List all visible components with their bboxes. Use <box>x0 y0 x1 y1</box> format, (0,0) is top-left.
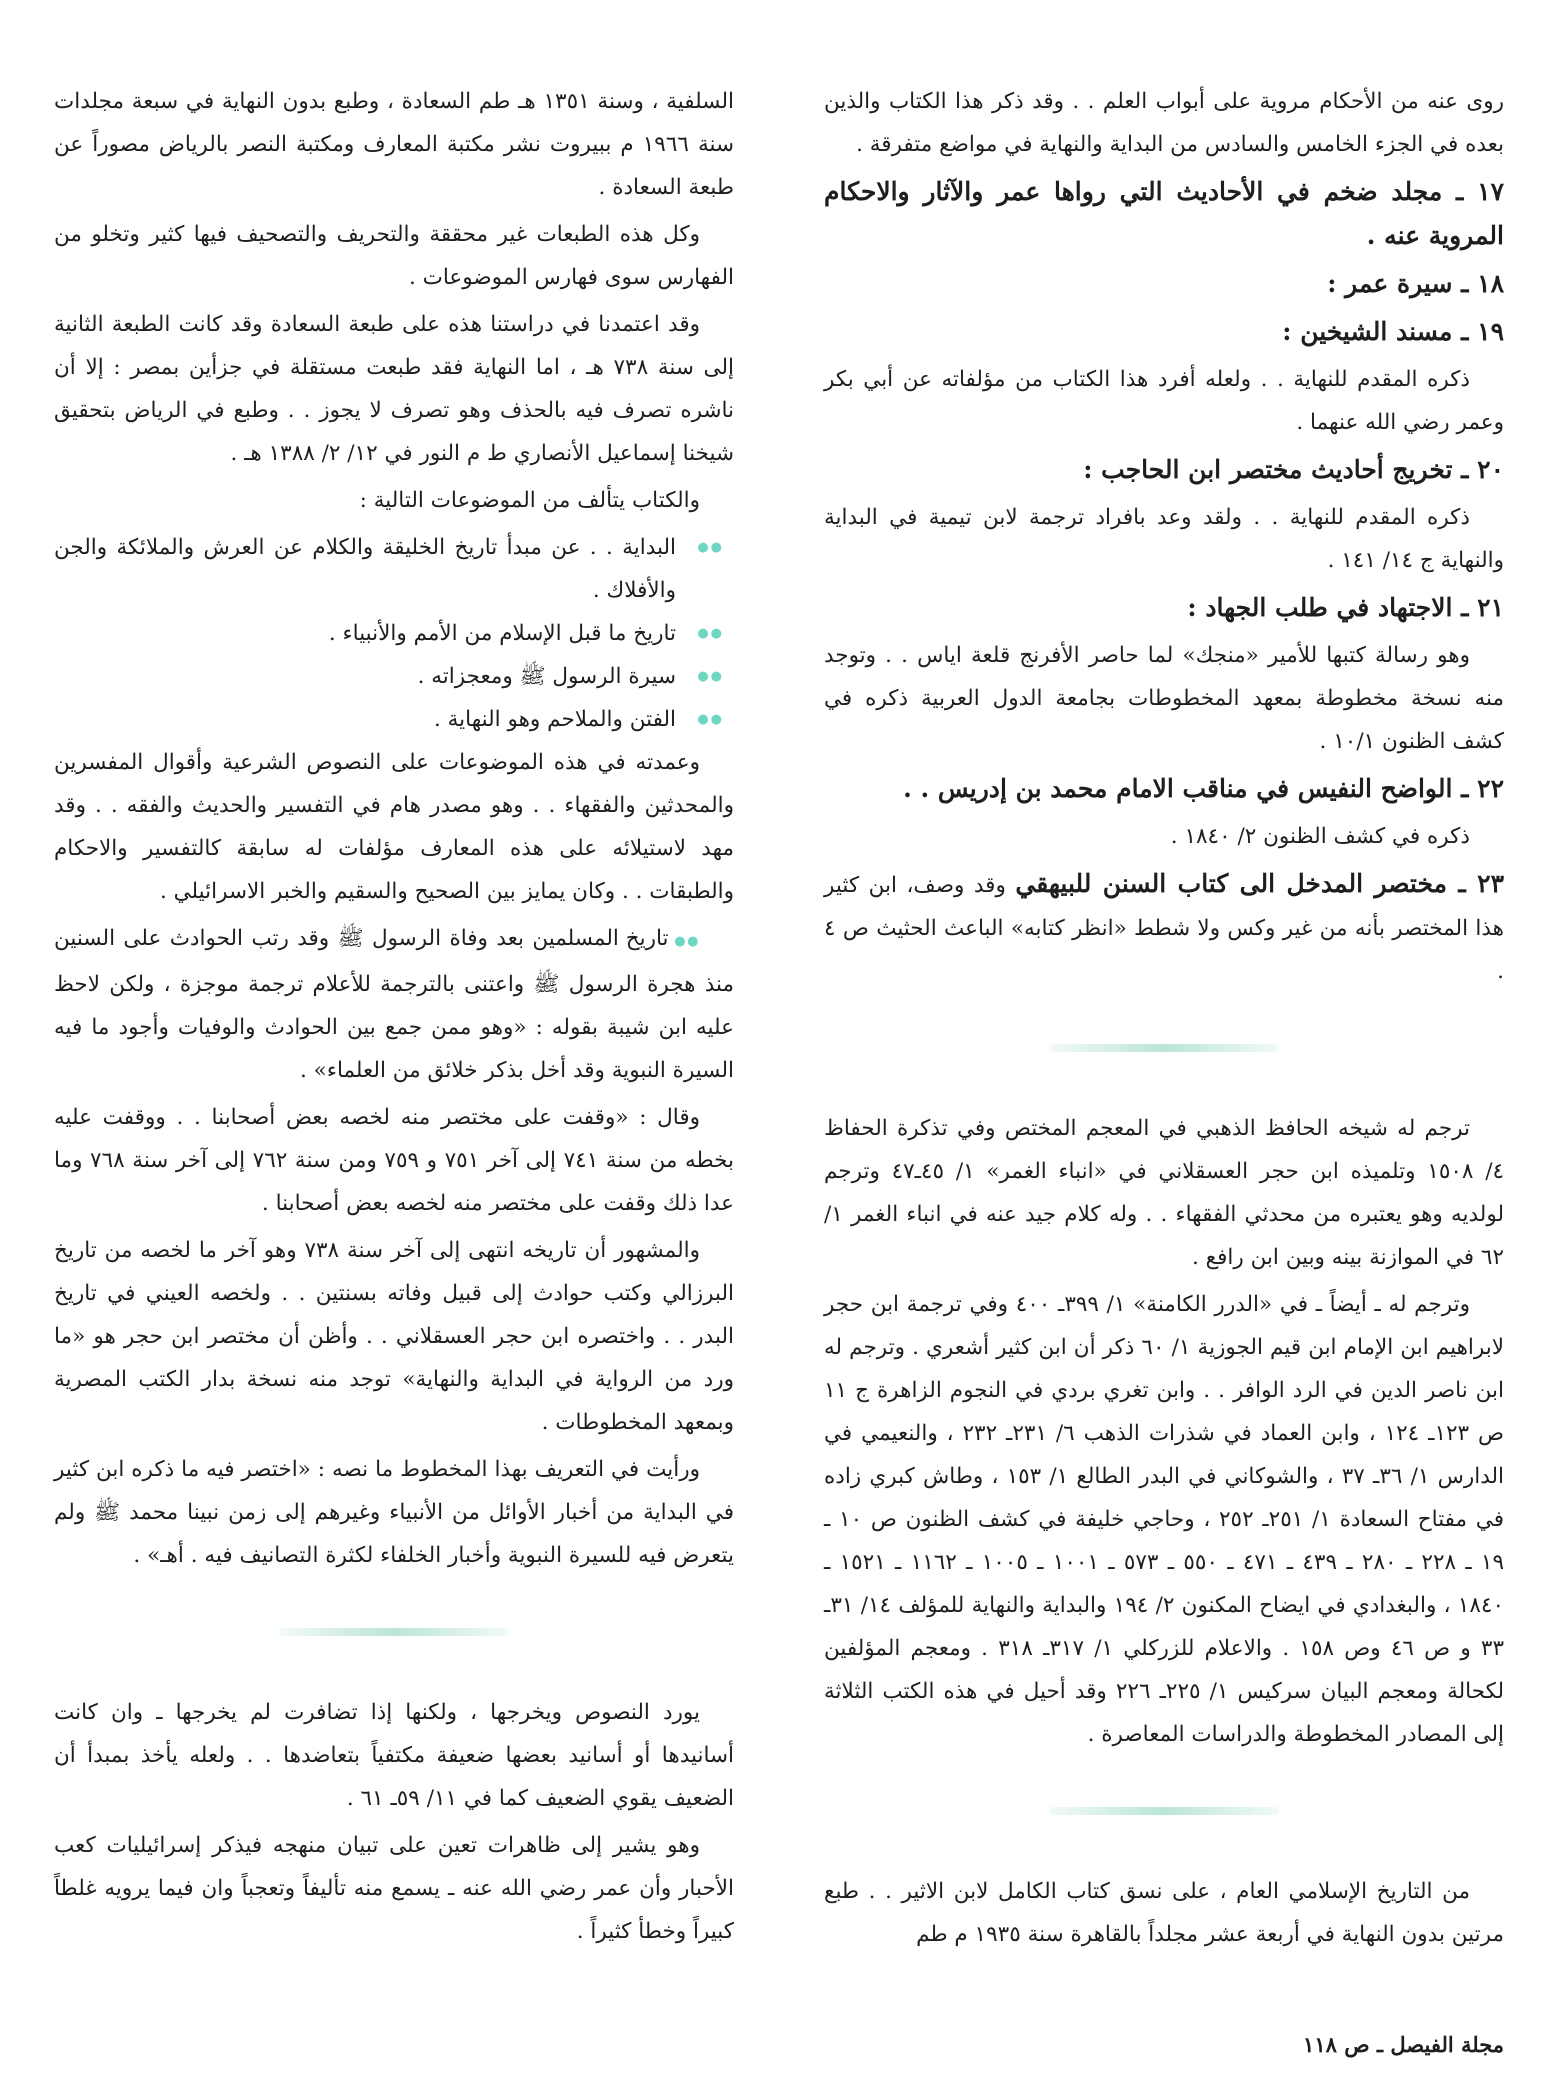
item-22-heading: ٢٢ ـ الواضح النفيس في مناقب الامام محمد بن إدريس . . <box>903 774 1504 803</box>
biography-paragraph-2: وترجم له ـ أيضاً ـ في «الدرر الكامنة» ١/ ٣٩٩ـ ٤٠٠ وفي ترجمة ابن حجر لابراهيم ابن الإمام ابن قيم الجوزية ١/ ٦٠ ذكر أن ابن كثير أشعري . وترجم له ابن ناصر الدين في الرد الوافر . . وابن تغري بردي في النجوم الزاهرة ج ١١ ص ١٢٣ـ ١٢٤ ، وابن العماد في شذرات الذهب ٦/ ٢٣١ـ ٢٣٢ ، والنعيمي في الدارس ١/ ٣٦ـ ٣٧ ، والشوكاني في البدر الطالع ١/ ١٥٣ ، وطاش كبري زاده في مفتاح السعادة ١/ ٢٥١ـ ٢٥٢ ، وحاجي خليفة في كشف الظنون ص ١٠ ـ ١٩ ـ ٢٢٨ ـ ٢٨٠ ـ ٤٣٩ ـ ٤٧١ ـ ٥٥٠ ـ ٥٧٣ ـ ١٠٠١ ـ ١٠٠٥ ـ ١١٦٢ ـ ١٥٢١ ـ ١٨٤٠ ، والبغدادي في ايضاح المكنون ٢/ ١٩٤ والبداية والنهاية للمؤلف ١٤/ ٣١ـ ٣٣ و ص ٤٦ وص ١٥٨ . والاعلام للزركلي ١/ ٣١٧ـ ٣١٨ . ومعجم المؤلفين لكحالة ومعجم البيان سركيس ١/ ٢٢٥ـ ٢٢٦ وقد أحيل في هذه الكتب الثلاثة إلى المصادر المخطوطة والدراسات المعاصرة . <box>824 1292 1505 1747</box>
history-paragraph: من التاريخ الإسلامي العام ، على نسق كتاب الكامل لابن الاثير . . طبع مرتين بدون النهاية في أربعة عشر مجلداً بالقاهرة سنة ١٩٣٥ م طم <box>824 1879 1504 1947</box>
bullet-icon: ●● <box>697 712 724 727</box>
editions-paragraph: السلفية ، وسنة ١٣٥١ هـ طم السعادة ، وطبع بدون النهاية في سبعة مجلدات سنة ١٩٦٦ م ببيروت نشر مكتبة المعارف ومكتبة النصر بالرياض مصوراً عن طبعة السعادة . <box>54 89 734 200</box>
item-23-paragraph <box>824 862 1504 993</box>
item-21-body: وهو رسالة كتبها للأمير «منجك» لما حاصر الأفرنج قلعة اياس . . وتوجد منه نسخة مخطوطة بمعهد المخطوطات بجامعة الدول العربية ذكره في كشف الظنون ١٠/١ . <box>824 643 1504 754</box>
section-divider-3 <box>54 1621 734 1643</box>
history-muslims-paragraph: ●● تاريخ المسلمين بعد وفاة الرسول ﷺ وقد رتب الحوادث على السنين منذ هجرة الرسول ﷺ واعتنى بالترجمة للأعلام ترجمة موجزة ، ولكن لاحظ عليه ابن شيبة بقوله : «وهو ممن جمع بين الحوادث والوفيات وأجود ما فيه السيرة النبوية وقد أخل بذكر خلائق من العلماء» . <box>54 926 734 1083</box>
item-19-body: ذكره المقدم للنهاية . . ولعله أفرد هذا الكتاب من مؤلفاته عن أبي بكر وعمر رضي الله عنهما . <box>824 367 1504 435</box>
item-17-heading: ١٧ ـ مجلد ضخم في الأحاديث التي رواها عمر والآثار والاحكام المروية عنه . <box>824 177 1504 250</box>
item-22-body: ذكره في كشف الظنون ٢/ ١٨٤٠ . <box>1170 824 1470 849</box>
method-paragraph-1: يورد النصوص ويخرجها ، ولكنها إذا تضافرت لم يخرجها ـ وان كانت أسانيدها أو أسانيد بعضها ضعيفة مكتفياً بتعاضدها . . ولعله يأخذ بمبدأ أن الضعيف يقوي الضعيف كما في ١١/ ٥٩ـ ٦١ . <box>54 1700 734 1811</box>
bullet-icon: ●● <box>697 540 724 555</box>
intro-paragraph: روى عنه من الأحكام مروية على أبواب العلم . . وقد ذكر هذا الكتاب والذين بعده في الجزء الخامس والسادس من البداية والنهاية في مواضع متفرقة . <box>824 89 1504 157</box>
item-21-heading: ٢١ ـ الاجتهاد في طلب الجهاد : <box>1187 593 1504 622</box>
history-end-paragraph: والمشهور أن تاريخه انتهى إلى آخر سنة ٧٣٨ وهو آخر ما لخصه من تاريخ البرزالي وكتب حوادث إلى قبيل وفاته بسنتين . . ولخصه العيني في تاريخ البدر . . واختصره ابن حجر العسقلاني . . وأظن أن مختصر ابن حجر هو «ما ورد من الرواية في البداية والنهاية» توجد منه نسخة بدار الكتب المصرية وبمعهد المخطوطات . <box>54 1238 734 1435</box>
item-18-heading: ١٨ ـ سيرة عمر : <box>1327 269 1504 298</box>
right-column <box>824 80 1504 1960</box>
page-footer: مجلة الفيصل ـ ص ١١٨ <box>1303 2032 1504 2057</box>
method-paragraph-2: وهو يشير إلى ظاهرات تعين على تبيان منهجه فيذكر إسرائيليات كعب الأحبار وأن عمر رضي الله عنه ـ يسمع منه تأليفاً وتعجباً وان فيما يرويه غلطاً كبيراً وخطأ كثيراً . <box>54 1833 734 1944</box>
section-divider-2 <box>824 1800 1504 1822</box>
quote-paragraph: وقال : «وقفت على مختصر منه لخصه بعض أصحابنا . . ووقفت عليه بخطه من سنة ٧٤١ إلى آخر ٧٥١ و ٧٥٩ ومن سنة ٧٦٢ إلى آخر سنة ٧٦٨ وما عدا ذلك وقفت على مختصر منه لخصه بعض أصحابنا . <box>54 1105 734 1216</box>
item-20-heading: ٢٠ ـ تخريج أحاديث مختصر ابن الحاجب : <box>1083 455 1504 484</box>
contents-list <box>54 526 734 741</box>
list-item: ●● البداية . . عن مبدأ تاريخ الخليقة والكلام عن العرش والملائكة والجن والأفلاك . <box>54 526 734 612</box>
section-divider-1 <box>824 1037 1504 1059</box>
manuscript-paragraph: ورأيت في التعريف بهذا المخطوط ما نصه : «اختصر فيه ما ذكره ابن كثير في البداية من أخبار الأوائل من الأنبياء وغيرهم إلى زمن نبينا محمد ﷺ ولم يتعرض فيه للسيرة النبوية وأخبار الخلفاء لكثرة التصانيف فيه . أهـ» . <box>54 1457 734 1568</box>
biography-paragraph-1: ترجم له شيخه الحافظ الذهبي في المعجم المختص وفي تذكرة الحفاظ ٤/ ١٥٠٨ وتلميذه ابن حجر العسقلاني في «انباء الغمر» ١/ ٤٥ـ٤٧ وترجم لولديه وهو يعتبره من محدثي الفقهاء . . وله كلام جيد عنه في انباء الغمر ١/ ٦٢ في الموازنة بينه وبين ابن رافع . <box>824 1116 1505 1270</box>
study-basis-paragraph: وقد اعتمدنا في دراستنا هذه على طبعة السعادة وقد كانت الطبعة الثانية إلى سنة ٧٣٨ هـ ، اما النهاية فقد طبعت مستقلة في جزأين بمصر : إلا أن ناشره تصرف فيه بالحذف وهو تصرف لا يجوز . . وطبع في الرياض بتحقيق شيخنا إسماعيل الأنصاري ط م النور في ١٢/ ٢/ ١٣٨٨ هـ . <box>54 312 734 466</box>
bullet-icon: ●● <box>668 934 700 949</box>
contents-intro: والكتاب يتألف من الموضوعات التالية : <box>359 488 700 513</box>
bullet-icon: ●● <box>697 669 724 684</box>
sources-paragraph: وعمدته في هذه الموضوعات على النصوص الشرعية وأقوال المفسرين والمحدثين والفقهاء . . وهو مصدر هام في التفسير والحديث والفقه . . وقد مهد لاستيلائه على هذه المعارف مؤلفات له سابقة كالتفسير والاحكام والطبقات . . وكان يمايز بين الصحيح والسقيم والخبر الاسرائيلي . <box>54 750 734 904</box>
item-20-body: ذكره المقدم للنهاية . . ولقد وعد بافراد ترجمة لابن تيمية في البداية والنهاية ج ١٤/ ١٤١ . <box>824 505 1504 573</box>
editions-quality-paragraph: وكل هذه الطبعات غير محققة والتحريف والتصحيف فيها كثير وتخلو من الفهارس سوى فهارس الموضوعات . <box>54 222 734 290</box>
list-item: ●● تاريخ ما قبل الإسلام من الأمم والأنبياء . <box>54 612 734 655</box>
bullet-icon: ●● <box>697 626 724 641</box>
list-item: ●● الفتن والملاحم وهو النهاية . <box>54 698 734 741</box>
list-item: ●● سيرة الرسول ﷺ ومعجزاته . <box>54 655 734 698</box>
left-column <box>54 80 734 1957</box>
item-19-heading: ١٩ ـ مسند الشيخين : <box>1282 317 1504 346</box>
item-23-body: وقد وصف، ابن كثير هذا المختصر بأنه من غير وكس ولا شطط «انظر كتابه» الباعث الحثيث ص ٤ . <box>824 873 1504 984</box>
item-23-heading: ٢٣ ـ مختصر المدخل الى كتاب السنن للبيهقي <box>1015 869 1505 898</box>
